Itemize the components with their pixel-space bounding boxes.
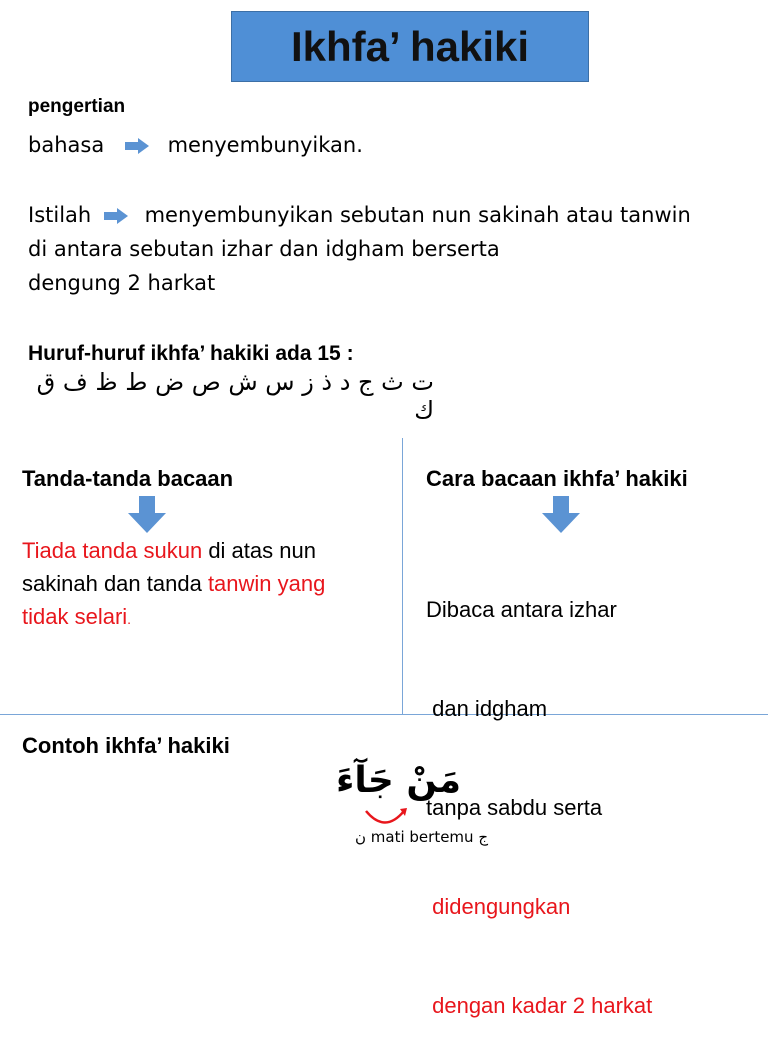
cara-line-5: dengan kadar 2 harkat — [426, 993, 653, 1018]
tanda-red-3: tidak selari — [22, 604, 128, 629]
cara-text — [426, 527, 756, 1055]
tanda-line-3 — [22, 600, 392, 636]
curved-arrow-icon — [362, 808, 408, 828]
contoh-heading: Contoh ikhfa’ hakiki — [22, 733, 230, 758]
arrow-right-icon — [125, 138, 151, 154]
tanda-red-2: tanwin yang — [207, 571, 326, 596]
letters-heading: Huruf-huruf ikhfa’ hakiki ada 15 : — [28, 342, 354, 365]
cara-line-3: tanpa sabdu serta — [426, 795, 603, 820]
istilah-term: Istilah — [28, 203, 92, 227]
cara-line-2: dan idgham — [426, 696, 548, 721]
tanda-red-1: Tiada tanda sukun — [22, 538, 203, 563]
arrow-down-icon — [127, 496, 167, 534]
tanda-line-1 — [22, 534, 392, 567]
arrow-right-icon — [104, 208, 130, 224]
tanda-text — [22, 534, 392, 636]
tanda-red-3-end: . — [127, 611, 132, 627]
bahasa-meaning: menyembunyikan. — [167, 133, 363, 157]
istilah-line-3: dengung 2 harkat — [28, 271, 216, 295]
tanda-heading: Tanda-tanda bacaan — [22, 466, 234, 491]
bahasa-line — [28, 128, 363, 162]
example-caption: ن mati bertemu ج — [355, 828, 489, 846]
istilah-line-1 — [28, 198, 691, 232]
definition-label: pengertian — [28, 96, 126, 117]
istilah-text-1: menyembunyikan sebutan nun sakinah atau tanwin — [144, 203, 691, 227]
istilah-line-2: di antara sebutan izhar dan idgham berserta — [28, 237, 500, 261]
title-banner — [231, 11, 589, 82]
cara-heading: Cara bacaan ikhfa’ hakiki — [426, 466, 688, 491]
cara-line-1: Dibaca antara izhar — [426, 597, 617, 622]
column-divider — [402, 438, 403, 715]
tanda-black-1: di atas nun — [202, 538, 316, 563]
cara-line-4: didengungkan — [426, 894, 571, 919]
bahasa-term: bahasa — [28, 133, 105, 157]
tanda-black-2: sakinah dan tanda — [22, 571, 208, 596]
tanda-line-2 — [22, 567, 392, 600]
page-title: Ikhfa’ hakiki — [290, 22, 530, 70]
example-arabic: مَنْ جَآءَ — [336, 760, 462, 801]
arabic-letters: ت ث ج د ذ ز س ش ص ض ط ظ ف ق ك — [36, 368, 434, 424]
